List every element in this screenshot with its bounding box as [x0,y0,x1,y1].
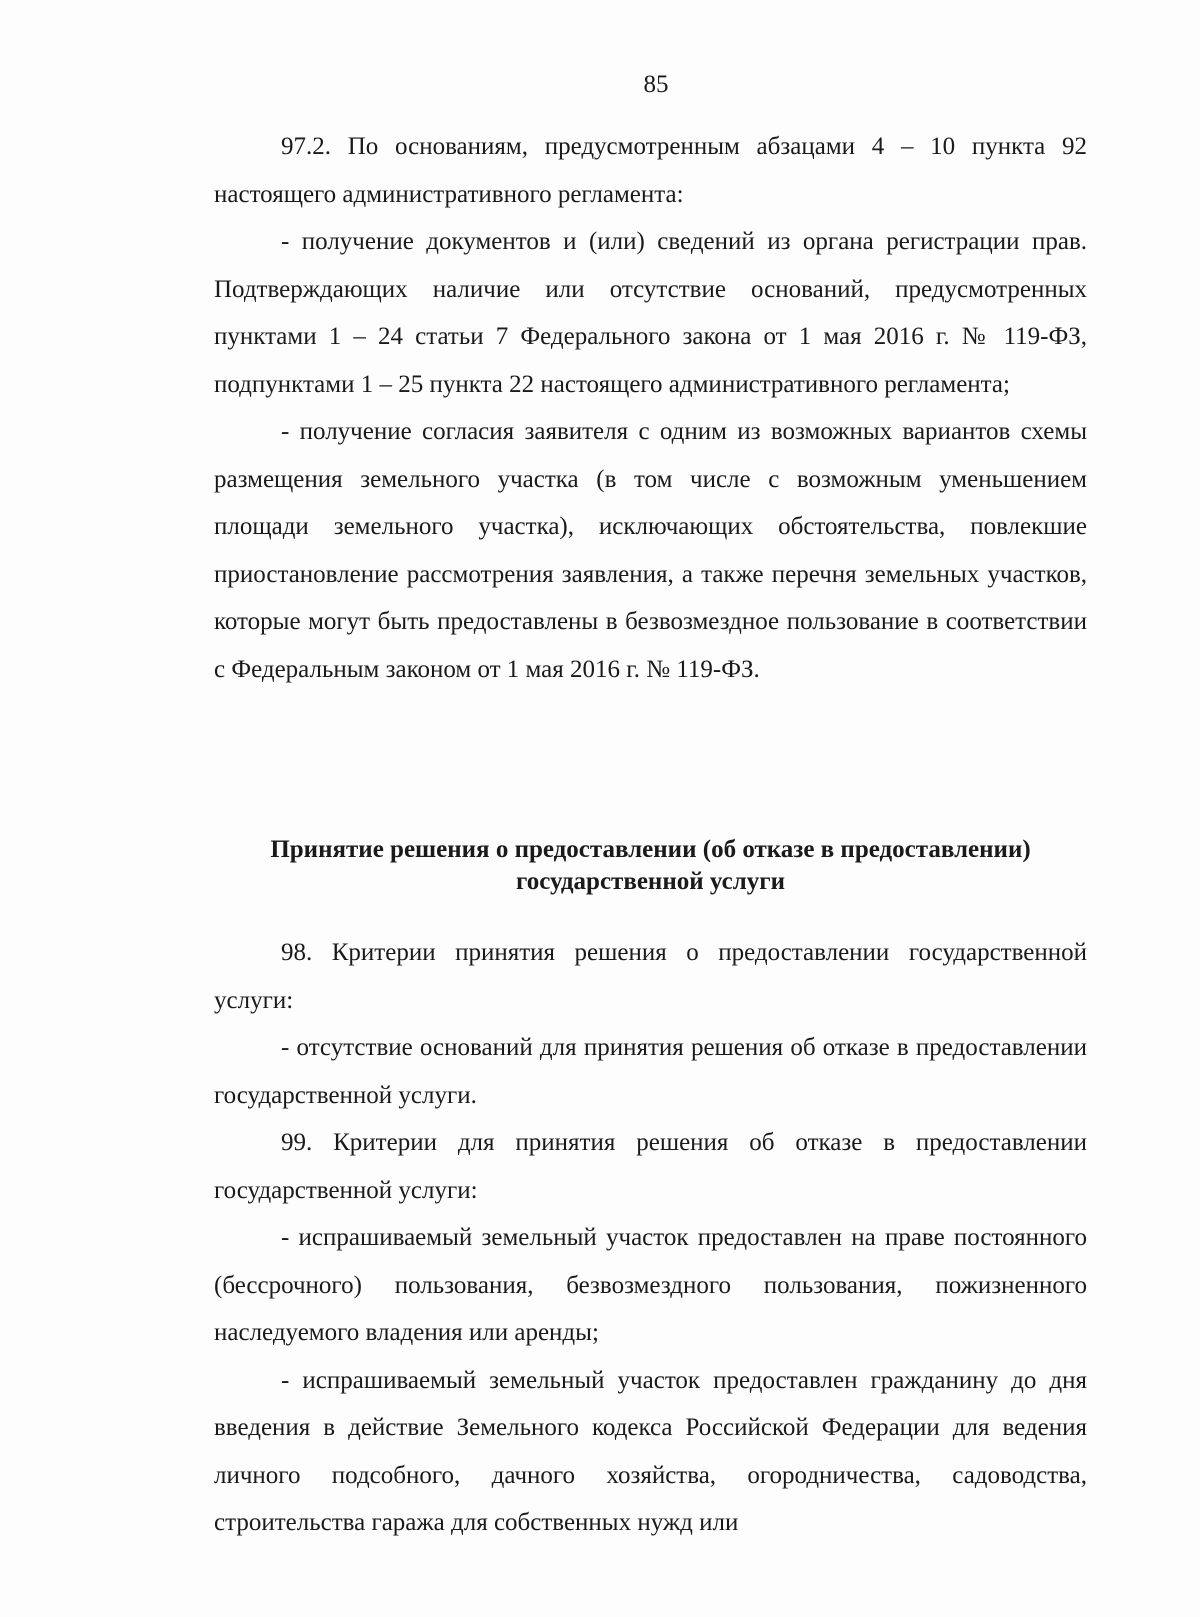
paragraph-99: 99. Критерии для принятия решения об отказе в предоставлении государственной услуги: [214,1129,1087,1204]
section-heading-line-1: Принятие решения о предоставлении (об отказе в предоставлении) [270,836,1031,863]
paragraph-98: 98. Критерии принятия решения о предоставлении государственной услуги: [214,939,1087,1014]
paragraph-97-2: 97.2. По основаниям, предусмотренным абзацами 4 – 10 пункта 92 настоящего административного регламента: [214,133,1087,208]
section-top [214,123,1087,693]
paragraph-plot-granted-before-code: - испрашиваемый земельный участок предоставлен гражданину до дня введения в действие Земельного кодекса Российской Федерации для ведения личного подсобного, дачного хозяйства, огородничества, садоводства, строительства гаража для собственных нужд или [214,1366,1087,1536]
paragraph-plot-already-granted: - испрашиваемый земельный участок предоставлен на праве постоянного (бессрочного) пользования, безвозмездного пользования, пожизненного наследуемого владения или аренды; [214,1224,1087,1346]
section-bottom [214,929,1087,1547]
paragraph-registry-documents: - получение документов и (или) сведений из органа регистрации прав. Подтверждающих наличие или отсутствие оснований, предусмотренных пунктами 1 – 24 статьи 7 Федерального закона от 1 мая 2016 г. № 119-ФЗ, подпунктами 1 – 25 пункта 22 настоящего административного регламента; [214,228,1087,398]
section-heading [214,834,1087,898]
paragraph-applicant-consent: - получение согласия заявителя с одним из возможных вариантов схемы размещения земельного участка (в том числе с возможным уменьшением площади земельного участка), исключающих обстоятельства, повлекшие приостановление рассмотрения заявления, а также перечня земельных участков, которые могут быть предоставлены в безвозмездное пользование в соответствии с Федеральным законом от 1 мая 2016 г. № 119-ФЗ. [214,418,1087,683]
page-number: 85 [643,71,669,98]
paragraph-no-grounds-refusal: - отсутствие оснований для принятия решения об отказе в предоставлении государственной услуги. [214,1034,1087,1109]
section-heading-line-2: государственной услуги [515,868,786,895]
